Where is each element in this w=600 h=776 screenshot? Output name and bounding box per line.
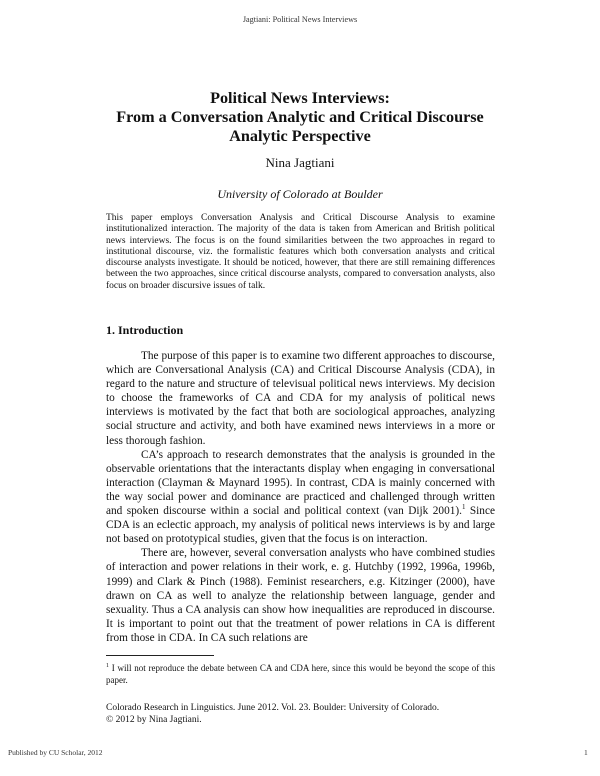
running-head: Jagtiani: Political News Interviews <box>242 15 358 24</box>
paragraph: CA’s approach to research demonstrates that the analysis is grounded in the observable orientations that the interactants display when engaging in conversational interaction (Clayman & Maynard 1995). In contrast, CDA is mainly concerned with the way social power and dominance are practiced and challenged through written and spoken discourse within a social and political context (van Dijk 2001).$^1$ Since CDA is an eclectic approach, my analysis of political news interviews is by and large not based on prototypical studies, given that the focus is on interaction. <box>106 448 495 546</box>
title-line: Analytic Perspective <box>229 127 371 145</box>
publisher-footer: Published by CU Scholar, 2012 <box>8 748 103 757</box>
footnote-text: I will not reproduce the debate between CA and CDA here, since this would be beyond the scope of this paper. <box>106 663 495 685</box>
footnote-marker[interactable]: 1 <box>461 503 466 512</box>
copyright-line: © 2012 by Nina Jagtiani. <box>106 715 202 725</box>
author-affiliation: University of Colorado at Boulder <box>217 187 383 201</box>
paragraph: There are, however, several conversation analysts who have combined studies of interaction and power relations in their work, e. g. Hutchby (1992, 1996a, 1996b, 1999) and Clark & Pinch (1988). Feminist researchers, e.g. Kitzinger (2000), have drawn on CA as well to analyze the relationship between language, gender and sexuality. Thus a CA analysis can show how inequalities are reproduced in discourse. It is important to point out that the treatment of power relations in CA is different from those in CDA. In CA such relations are <box>106 547 495 644</box>
author-name: Nina Jagtiani <box>265 155 335 170</box>
body-text <box>106 349 495 645</box>
footnote-number: 1 <box>106 663 109 669</box>
paragraph: The purpose of this paper is to examine two different approaches to discourse, which are Conversational Analysis (CA) and Critical Discourse Analysis (CDA), in regard to the nature and structure of televisual political news interviews. My decision to choose the frameworks of CA and CDA for my analysis of political news interviews is motivated by the fact that both are sociological approaches, analyzing social structure and activity, and both have examined news interviews in a more or less thorough fashion. <box>106 350 495 447</box>
section-heading: 1. Introduction <box>106 323 184 337</box>
abstract: This paper employs Conversation Analysis and Critical Discourse Analysis to examine institutionalized interaction. The majority of the data is taken from American and British political news interviews. The focus is on the found similarities between the two approaches in regard to institutional discourse, viz. the formalistic features which both conversation analysts and critical discourse analysts investigate. It should be noticed, however, that there are still remaining differences between the two approaches, since critical discourse analysts, compared to conversation analysts, also focus on broader discursive issues of talk. <box>106 213 495 291</box>
footnote-divider <box>106 655 214 656</box>
page-number: 1 <box>584 748 588 757</box>
paper-title <box>100 89 500 146</box>
citation-line: Colorado Research in Linguistics. June 2012. Vol. 23. Boulder: University of Colorado. <box>106 703 440 713</box>
title-line: From a Conversation Analytic and Critical Discourse <box>116 108 484 126</box>
footnote <box>106 663 495 686</box>
title-line: Political News Interviews: <box>210 89 390 107</box>
citation-block <box>106 702 439 726</box>
